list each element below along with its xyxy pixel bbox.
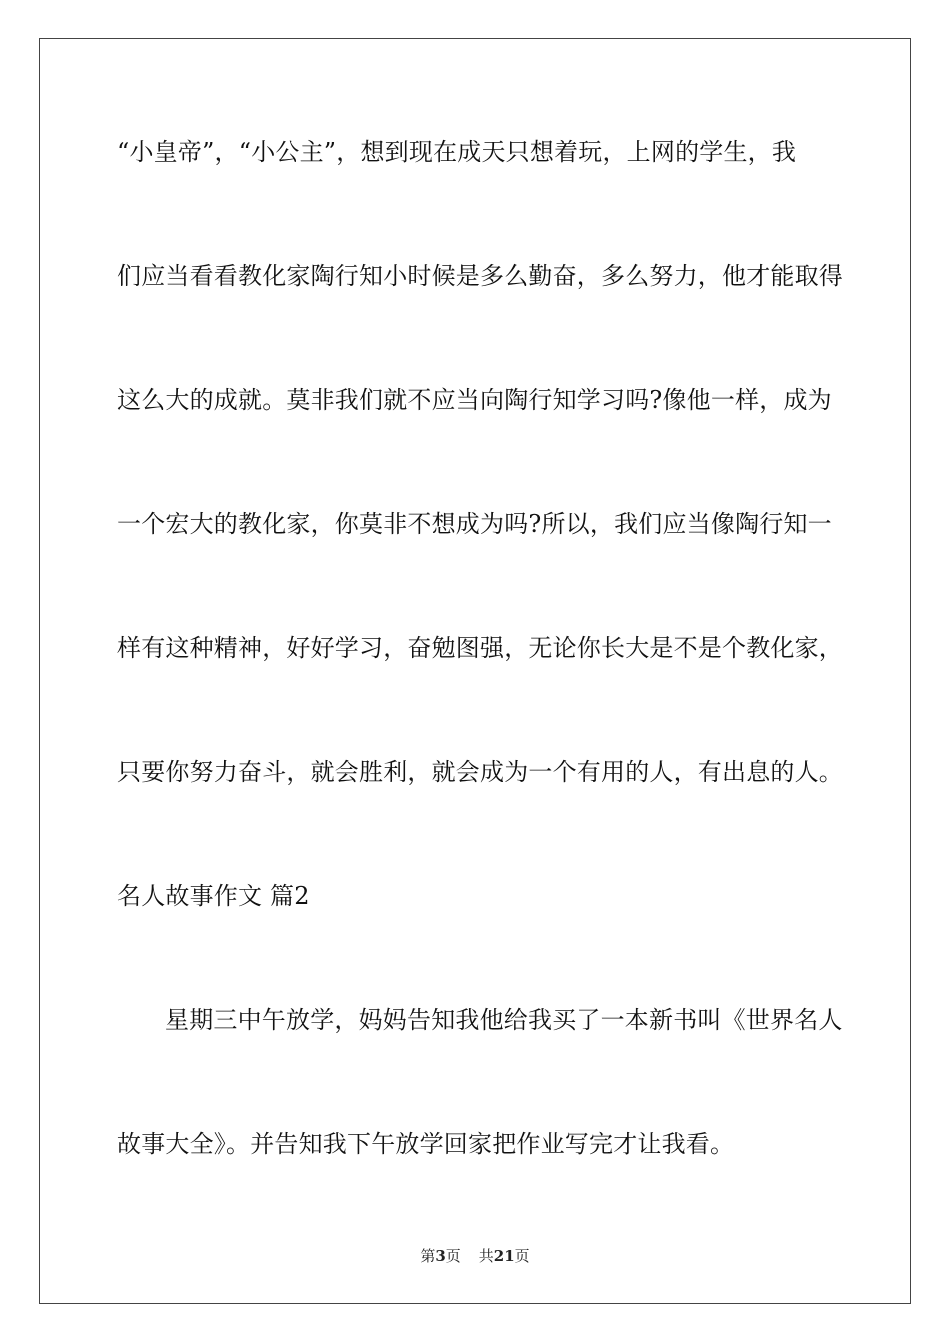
body-line-6: 只要你努力奋斗，就会胜利，就会成为一个有用的人，有出息的人。 — [117, 758, 843, 786]
footer-page-prefix: 第 — [420, 1247, 436, 1265]
body-line-5: 样有这种精神，好好学习，奋勉图强，无论你长大是不是个教化家， — [117, 634, 843, 662]
footer-current-page: 3 — [435, 1247, 446, 1265]
footer-total-prefix: 共 — [478, 1247, 494, 1265]
footer-page-unit: 页 — [445, 1247, 461, 1265]
body-line-3: 这么大的成就。莫非我们就不应当向陶行知学习吗?像他一样，成为 — [117, 386, 832, 414]
page-footer — [0, 1246, 950, 1266]
para2-line-1: 星期三中午放学，妈妈告知我他给我买了一本新书叫《世界名人 — [165, 1006, 843, 1034]
footer-total-unit: 页 — [514, 1247, 530, 1265]
body-line-2: 们应当看看教化家陶行知小时候是多么勤奋，多么努力，他才能取得 — [117, 262, 843, 290]
section-heading: 名人故事作文 篇2 — [117, 882, 310, 910]
body-line-4: 一个宏大的教化家，你莫非不想成为吗?所以，我们应当像陶行知一 — [117, 510, 832, 538]
body-line-1: “小皇帝”，“小公主”，想到现在成天只想着玩，上网的学生，我 — [117, 138, 797, 166]
page-border — [39, 38, 911, 1304]
footer-total-pages: 21 — [493, 1247, 515, 1265]
para2-line-2: 故事大全》。并告知我下午放学回家把作业写完才让我看。 — [117, 1130, 735, 1158]
